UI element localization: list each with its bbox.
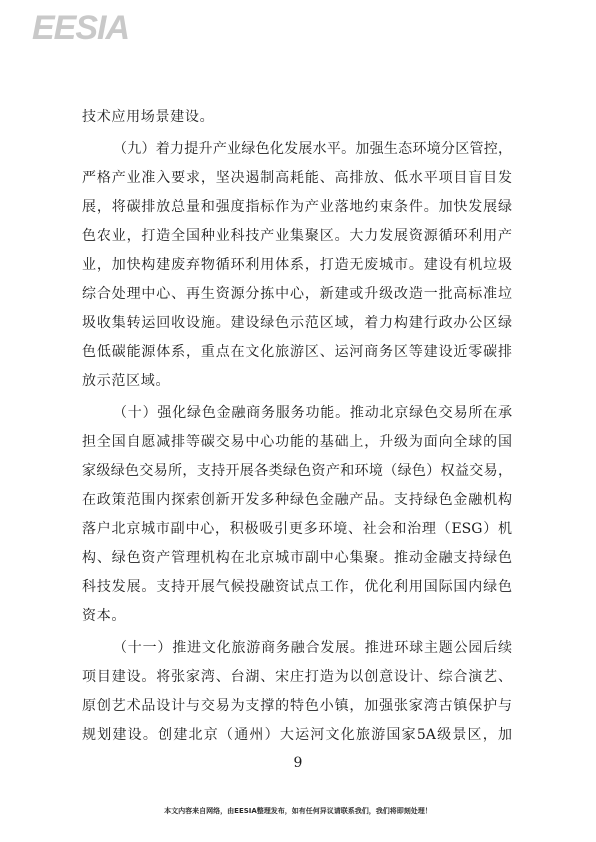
paragraph-section-10 bbox=[82, 399, 512, 631]
text-line: 色农业，打造全国种业科技产业集聚区。大力发展资源循环利用产 bbox=[82, 228, 512, 244]
text-line: 家级绿色交易所，支持开展各类绿色资产和环境（绿色）权益交易， bbox=[82, 463, 512, 479]
text-line: 放示范区域。 bbox=[82, 373, 171, 389]
text-line: 项目建设。将张家湾、台湖、宋庄打造为以创意设计、综合演艺、 bbox=[82, 669, 512, 685]
document-body bbox=[82, 103, 512, 750]
paragraph-section-9 bbox=[82, 135, 512, 396]
footer-disclaimer: 本文内容来自网络，由EESIA整理发布，如有任何异议请联系我们，我们将即刻处理！ bbox=[164, 807, 432, 815]
paragraph-continuation bbox=[82, 103, 512, 132]
text-line: 资本。 bbox=[82, 608, 127, 624]
text-line: 展，将碳排放总量和强度指标作为产业落地约束条件。加快发展绿 bbox=[82, 199, 512, 215]
text-line: 色低碳能源体系，重点在文化旅游区、运河商务区等建设近零碳排 bbox=[82, 344, 512, 360]
text-line: （九）着力提升产业绿色化发展水平。加强生态环境分区管控， bbox=[113, 141, 512, 157]
text-line: 规划建设。创建北京（通州）大运河文化旅游国家5A级景区，加 bbox=[82, 727, 512, 743]
text-line: 技术应用场景建设。 bbox=[82, 109, 215, 125]
text-line: 科技发展。支持开展气候投融资试点工作，优化利用国际国内绿色 bbox=[82, 579, 512, 595]
text-line: （十）强化绿色金融商务服务功能。推动北京绿色交易所在承 bbox=[113, 405, 512, 421]
text-line: 圾收集转运回收设施。建设绿色示范区域，着力构建行政办公区绿 bbox=[82, 315, 512, 331]
text-line: 落户北京城市副中心，积极吸引更多环境、社会和治理（ESG）机 bbox=[82, 521, 512, 537]
paragraph-section-11 bbox=[82, 634, 512, 750]
text-line: 原创艺术品设计与交易为支撑的特色小镇，加强张家湾古镇保护与 bbox=[82, 698, 512, 714]
text-line: 构、绿色资产管理机构在北京城市副中心集聚。推动金融支持绿色 bbox=[82, 550, 512, 566]
text-line: 业，加快构建废弃物循环利用体系，打造无废城市。建设有机垃圾 bbox=[82, 257, 512, 273]
text-line: 严格产业准入要求，坚决遏制高耗能、高排放、低水平项目盲目发 bbox=[82, 170, 512, 186]
text-line: 在政策范围内探索创新开发多种绿色金融产品。支持绿色金融机构 bbox=[82, 492, 512, 508]
text-line: 综合处理中心、再生资源分拣中心，新建或升级改造一批高标准垃 bbox=[82, 286, 512, 302]
page-number: 9 bbox=[293, 755, 303, 771]
text-line: （十一）推进文化旅游商务融合发展。推进环球主题公园后续 bbox=[113, 640, 512, 656]
eesia-logo: EESIA bbox=[32, 9, 130, 47]
text-line: 担全国自愿减排等碳交易中心功能的基础上，升级为面向全球的国 bbox=[82, 434, 512, 450]
